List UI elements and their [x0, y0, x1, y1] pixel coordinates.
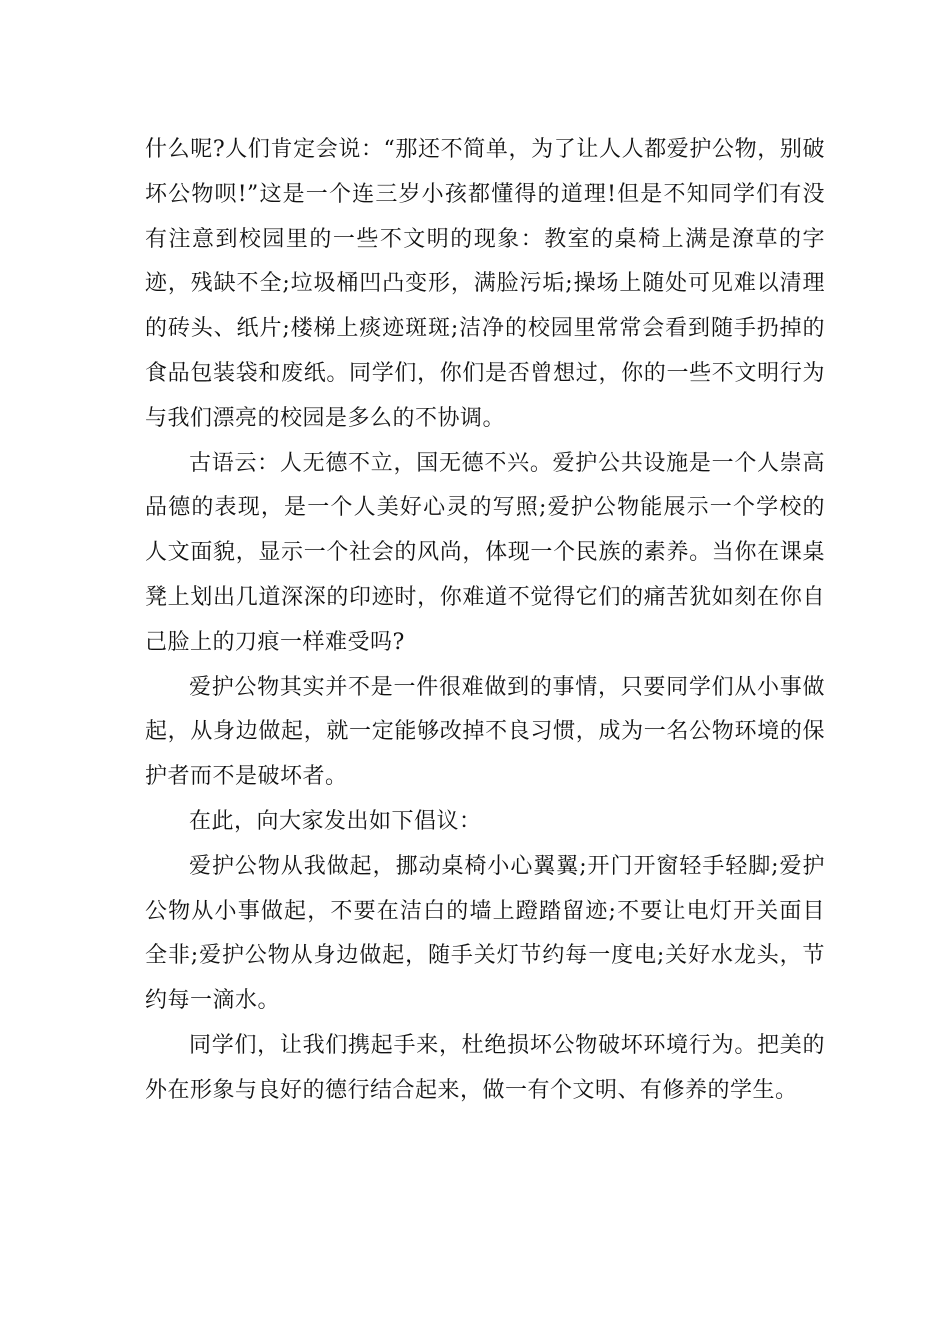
paragraph-not-difficult: 爱护公物其实并不是一件很难做到的事情，只要同学们从小事做起，从身边做起，就一定能够改掉不良习惯，成为一名公物环境的保护者而不是破坏者。 — [145, 674, 825, 790]
paragraph-proposal-intro: 在此，向大家发出如下倡议： — [189, 808, 482, 834]
document-body — [145, 128, 825, 1114]
paragraph-continuation: 什么呢?人们肯定会说：“那还不简单，为了让人人都爱护公物，别破坏公物呗!”这是一个连三岁小孩都懂得的道理!但是不知同学们有没有注意到校园里的一些不文明的现象：教室的桌椅上满是潦草的字迹，残缺不全;垃圾桶凹凸变形，满脸污垢;操场上随处可见难以清理的砖头、纸片;楼梯上痰迹斑斑;洁净的校园里常常会看到随手扔掉的食品包装袋和废纸。同学们，你们是否曾想过，你的一些不文明行为与我们漂亮的校园是多么的不协调。 — [145, 137, 825, 431]
paragraph-ancient-saying: 古语云：人无德不立，国无德不兴。爱护公共设施是一个人崇高品德的表现，是一个人美好心灵的写照;爱护公物能展示一个学校的人文面貌，显示一个社会的风尚，体现一个民族的素养。当你在课桌凳上划出几道深深的印迹时，你难道不觉得它们的痛苦犹如刻在你自己脸上的刀痕一样难受吗? — [145, 450, 825, 655]
paragraph-proposal: 爱护公物从我做起，挪动桌椅小心翼翼;开门开窗轻手轻脚;爱护公物从小事做起，不要在洁白的墙上蹬踏留迹;不要让电灯开关面目全非;爱护公物从身边做起，随手关灯节约每一度电;关好水龙头，节约每一滴水。 — [145, 853, 825, 1014]
paragraph-closing: 同学们，让我们携起手来，杜绝损坏公物破坏环境行为。把美的外在形象与良好的德行结合起来，做一有个文明、有修养的学生。 — [145, 1032, 825, 1103]
